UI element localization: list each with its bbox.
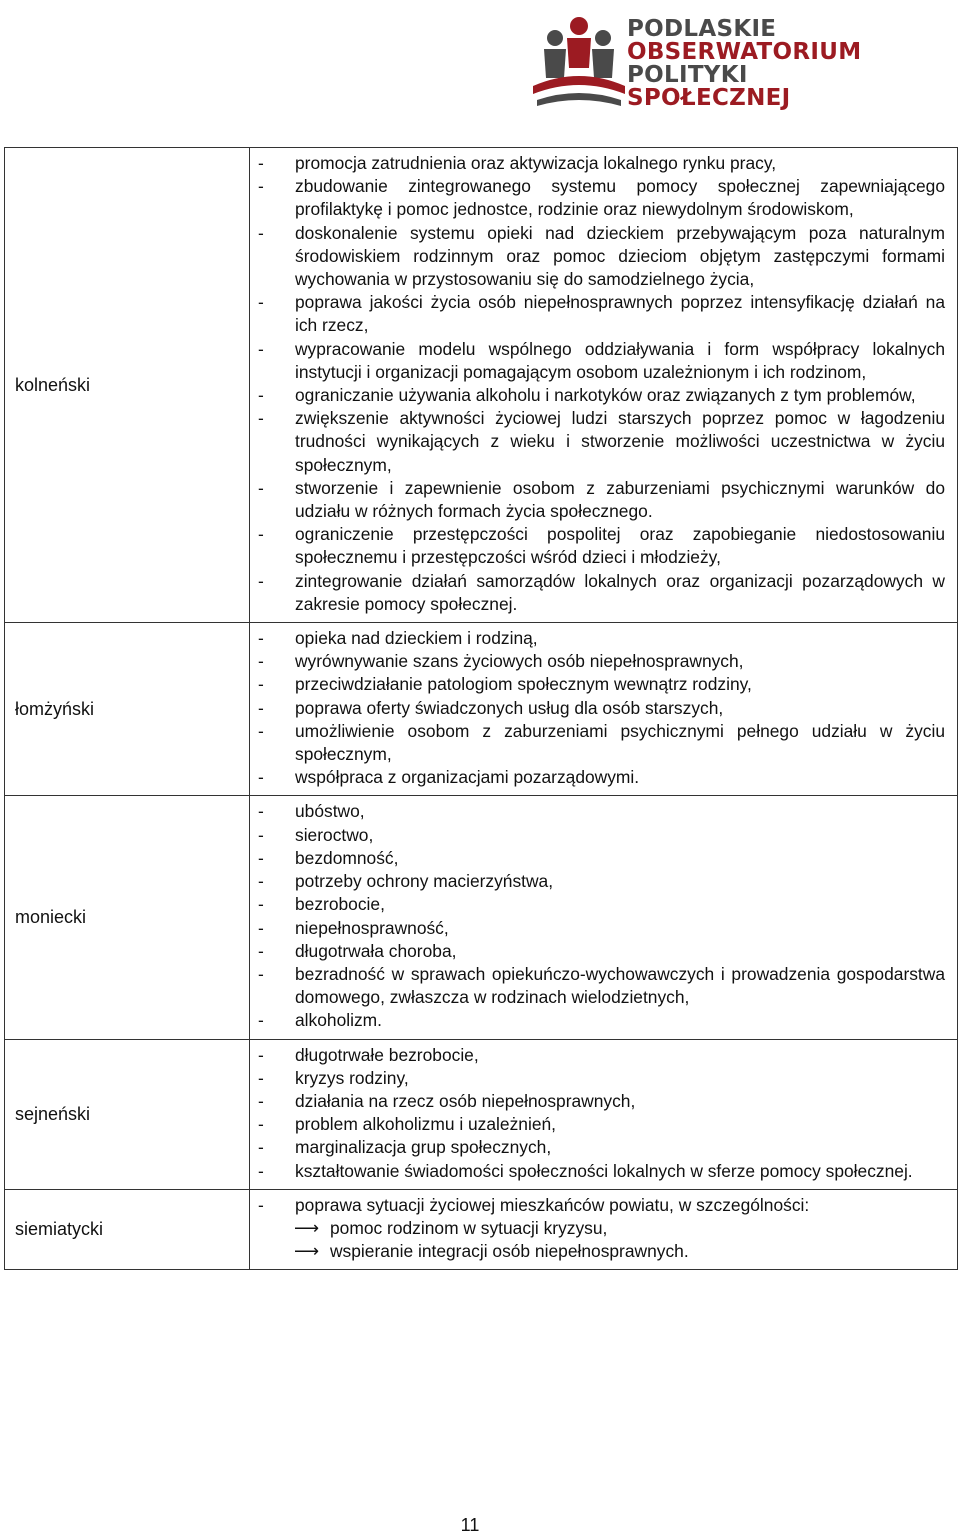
logo-line-1: PODLASKIE: [627, 16, 777, 42]
list-item: [258, 824, 945, 847]
priority-list: [258, 627, 945, 789]
bullet-dash: -: [258, 871, 264, 892]
bullet-dash: -: [258, 292, 264, 313]
list-item: [258, 222, 945, 292]
bullet-dash: -: [258, 720, 264, 741]
bullet-dash: -: [258, 628, 264, 649]
bullet-dash: -: [258, 176, 264, 197]
bullet-dash: -: [258, 847, 264, 868]
list-item: [258, 1090, 945, 1113]
bullet-dash: -: [258, 153, 264, 173]
list-item-text: zintegrowanie działań samorządów lokalnych oraz organizacji pozarządowych w zakresie pomocy społecznej.: [295, 570, 945, 614]
county-priorities: [250, 1189, 958, 1270]
bullet-dash: -: [258, 1160, 264, 1181]
list-item: [258, 1067, 945, 1090]
bullet-dash: -: [258, 1067, 264, 1088]
list-item-text: promocja zatrudnienia oraz aktywizacja lokalnego rynku pracy,: [295, 153, 777, 173]
logo-line-3: POLITYKI: [627, 62, 748, 88]
table-row: [5, 1189, 958, 1270]
list-item-text: przeciwdziałanie patologiom społecznym wewnątrz rodziny,: [295, 674, 752, 695]
list-item-text: kryzys rodziny,: [295, 1067, 409, 1088]
bullet-dash: -: [258, 338, 264, 359]
list-item: [258, 175, 945, 221]
list-item-text: ubóstwo,: [295, 801, 365, 822]
list-item-text: poprawa sytuacji życiowej mieszkańców powiatu, w szczególności:: [295, 1194, 810, 1215]
bullet-dash: -: [258, 408, 264, 429]
list-item-text: stworzenie i zapewnienie osobom z zaburzeniami psychicznymi warunków do udziału w różnych formach życia społecznego.: [295, 477, 945, 522]
list-item: [258, 1160, 945, 1183]
table-row: [5, 623, 958, 796]
list-item: [258, 720, 945, 766]
list-item-text: poprawa oferty świadczonych usług dla osób starszych,: [295, 697, 724, 718]
list-item: [258, 766, 945, 789]
list-item-text: zbudowanie zintegrowanego systemu pomocy społecznej zapewniającego profilaktykę i pomoc jednostce, rodzinie oraz niewydolnym środowiskom,: [295, 176, 945, 220]
list-item-text: bezdomność,: [295, 847, 399, 868]
county-name: kolneński: [5, 148, 250, 623]
list-item: [258, 800, 945, 823]
sub-list-item: [294, 1240, 945, 1263]
sub-list-item-text: wspieranie integracji osób niepełnosprawnych.: [330, 1241, 689, 1262]
list-item: [258, 291, 945, 337]
list-item-text: potrzeby ochrony macierzyństwa,: [295, 871, 554, 892]
list-item: [258, 893, 945, 916]
list-item-text: długotrwałe bezrobocie,: [295, 1044, 479, 1065]
logo-text: [627, 18, 861, 110]
list-item: [258, 847, 945, 870]
bullet-dash: -: [258, 1137, 264, 1158]
bullet-dash: -: [258, 222, 264, 243]
county-priorities: [250, 796, 958, 1039]
list-item-text: problem alkoholizmu i uzależnień,: [295, 1114, 556, 1135]
counties-table: [4, 147, 958, 1270]
bullet-dash: -: [258, 940, 264, 961]
list-item-text: kształtowanie świadomości społeczności lokalnych w sferze pomocy społecznej.: [295, 1160, 913, 1181]
priority-list: [258, 1194, 945, 1217]
bullet-dash: -: [258, 570, 264, 591]
county-name: siemiatycki: [5, 1189, 250, 1270]
county-name: moniecki: [5, 796, 250, 1039]
list-item-text: ograniczanie używania alkoholu i narkotyków oraz związanych z tym problemów,: [295, 385, 916, 406]
list-item: [258, 870, 945, 893]
sub-list-item-text: pomoc rodzinom w sytuacji kryzysu,: [330, 1217, 608, 1238]
list-item-text: alkoholizm.: [295, 1010, 382, 1031]
list-item-text: poprawa jakości życia osób niepełnosprawnych poprzez intensyfikację działań na ich rzecz,: [295, 292, 945, 336]
list-item: [258, 673, 945, 696]
list-item-text: długotrwała choroba,: [295, 940, 457, 961]
bullet-dash: -: [258, 674, 264, 695]
list-item: [258, 407, 945, 477]
list-item-text: doskonalenie systemu opieki nad dzieckiem przebywającym poza naturalnym środowiskiem rodzinnym oraz pomoc dzieciom objętym zastępczymi formami wychowania w przystosowaniu się do samodzielnego życia,: [295, 222, 945, 290]
list-item-text: bezradność w sprawach opiekuńczo-wychowawczych i prowadzenia gospodarstwa domowego, zwłaszcza w rodzinach wielodzietnych,: [295, 963, 945, 1008]
bullet-dash: -: [258, 894, 264, 915]
bullet-dash: -: [258, 1194, 264, 1215]
bullet-dash: -: [258, 477, 264, 498]
county-name: łomżyński: [5, 623, 250, 796]
list-item: [258, 650, 945, 673]
list-item: [258, 523, 945, 569]
list-item: [258, 917, 945, 940]
list-item: [258, 1136, 945, 1159]
list-item: [258, 384, 945, 407]
list-item: [258, 1009, 945, 1032]
table-row: [5, 148, 958, 623]
bullet-dash: -: [258, 651, 264, 672]
arrow-right-icon: ⟶: [294, 1241, 319, 1262]
list-item: [258, 477, 945, 523]
list-item: [258, 152, 945, 175]
bullet-dash: -: [258, 1044, 264, 1065]
list-item: [258, 697, 945, 720]
bullet-dash: -: [258, 824, 264, 845]
list-item-text: zwiększenie aktywności życiowej ludzi starszych poprzez pomoc w łagodzeniu trudności wynikających z wieku i stworzenie możliwości uczestnictwa w życiu społecznym,: [295, 408, 945, 475]
list-item: [258, 338, 945, 384]
logo-line-4: SPOŁECZNEJ: [627, 85, 791, 111]
bullet-dash: -: [258, 917, 264, 938]
list-item: [258, 1194, 945, 1217]
list-item-text: marginalizacja grup społecznych,: [295, 1137, 552, 1158]
list-item: [258, 940, 945, 963]
table-row: [5, 796, 958, 1039]
bullet-dash: -: [258, 1114, 264, 1135]
bullet-dash: -: [258, 767, 264, 788]
list-item: [258, 963, 945, 1009]
list-item-text: sieroctwo,: [295, 824, 374, 845]
county-name: sejneński: [5, 1039, 250, 1189]
bullet-dash: -: [258, 524, 264, 545]
list-item: [258, 1044, 945, 1067]
list-item: [258, 570, 945, 616]
county-priorities: [250, 148, 958, 623]
bullet-dash: -: [258, 697, 264, 718]
county-priorities: [250, 623, 958, 796]
list-item-text: wypracowanie modelu wspólnego oddziaływania i form współpracy lokalnych instytucji i organizacji pomagającym osobom uzależnionym i ich rodzinom,: [295, 338, 945, 382]
priority-list: [258, 1044, 945, 1183]
logo-line-2: OBSERWATORIUM: [627, 39, 862, 65]
logo-figures-icon: [527, 8, 631, 116]
sub-list: [258, 1217, 945, 1263]
list-item-text: umożliwienie osobom z zaburzeniami psychicznymi pełnego udziału w życiu społecznym,: [295, 720, 945, 765]
priority-list: [258, 800, 945, 1032]
list-item: [258, 627, 945, 650]
list-item-text: współpraca z organizacjami pozarządowymi.: [295, 767, 640, 788]
page-number: 11: [460, 1515, 480, 1535]
bullet-dash: -: [258, 1090, 264, 1111]
bullet-dash: -: [258, 1010, 264, 1031]
county-priorities: [250, 1039, 958, 1189]
bullet-dash: -: [258, 963, 264, 984]
list-item-text: niepełnosprawność,: [295, 917, 449, 938]
table-body: [5, 148, 958, 1270]
list-item-text: działania na rzecz osób niepełnosprawnych,: [295, 1090, 636, 1111]
arrow-right-icon: ⟶: [294, 1217, 319, 1238]
table-row: [5, 1039, 958, 1189]
list-item-text: ograniczenie przestępczości pospolitej oraz zapobieganie niedostosowaniu społecznemu i przestępczości wśród dzieci i młodzieży,: [295, 524, 945, 568]
priority-list: [258, 152, 945, 616]
list-item-text: opieka nad dzieckiem i rodziną,: [295, 628, 538, 649]
list-item: [258, 1113, 945, 1136]
logo: [527, 8, 927, 116]
list-item-text: bezrobocie,: [295, 894, 385, 915]
sub-list-item: [294, 1217, 945, 1240]
bullet-dash: -: [258, 801, 264, 822]
list-item-text: wyrównywanie szans życiowych osób niepełnosprawnych,: [295, 651, 744, 672]
bullet-dash: -: [258, 385, 264, 406]
